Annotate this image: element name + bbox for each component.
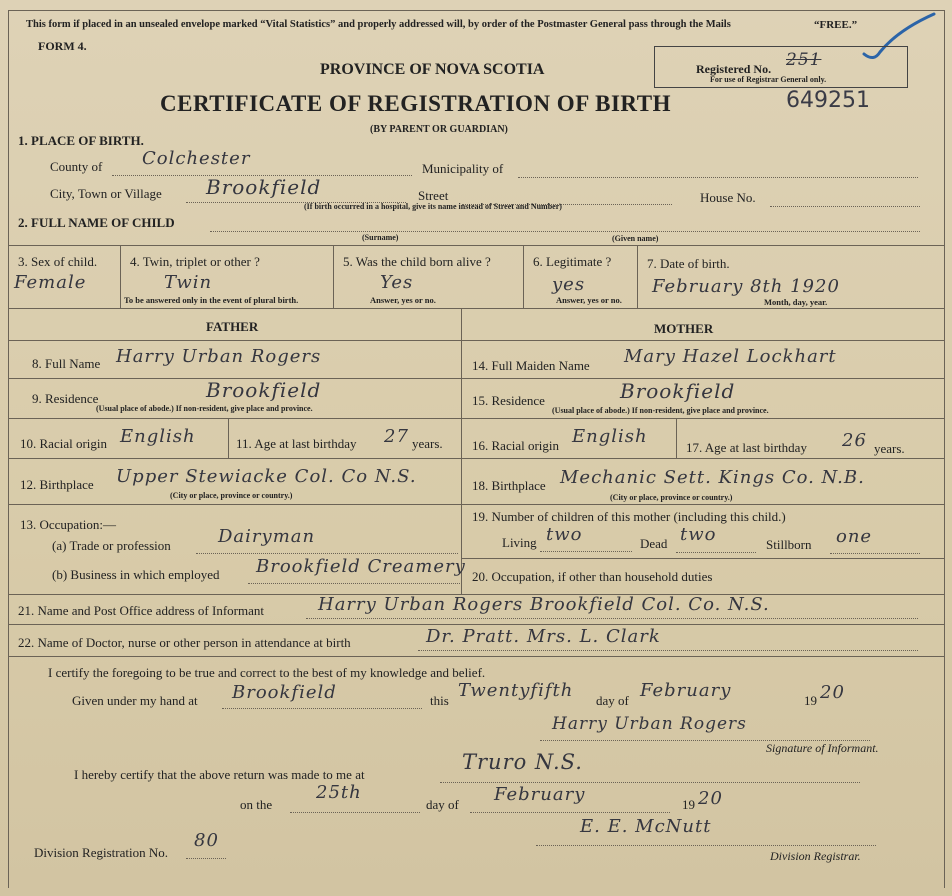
child-name-line [210,231,920,232]
return-statement: I hereby certify that the above return was made to me at [74,767,365,782]
father-birthplace-label: 12. Birthplace [20,477,94,492]
given-name-note: (Given name) [612,234,659,243]
signature-label: Signature of Informant. [766,741,879,755]
rule-child-top [8,245,944,246]
certificate-subtitle: (BY PARENT OR GUARDIAN) [370,124,508,135]
municipality-line [518,177,918,178]
mother-race-label: 16. Racial origin [472,438,560,453]
rule-father-res [8,418,461,419]
postal-notice-free: “FREE.” [814,19,858,31]
mother-name-label: 14. Full Maiden Name [472,358,590,373]
surname-note: (Surname) [362,233,399,242]
division-value: 80 [194,830,219,851]
div-3 [523,245,524,308]
dead-value: two [680,524,717,545]
return-day-of-label: day of [426,797,459,812]
border-right [944,10,945,888]
father-age-value: 27 [384,426,409,447]
father-age-unit: years. [412,436,443,451]
stillborn-line [830,553,920,554]
county-value: Colchester [142,148,251,169]
division-line [186,858,226,859]
day-value: Twentyfifth [458,680,574,701]
legitimate-label: 6. Legitimate ? [533,254,612,269]
on-label: on the [240,797,273,812]
alive-label: 5. Was the child born alive ? [343,254,491,269]
year-value: 20 [820,682,845,703]
border-left [8,10,9,888]
this-label: this [430,693,449,708]
certify-statement: I certify the foregoing to be true and correct to the best of my knowledge and belief. [48,665,486,680]
mother-race-value: English [572,426,648,447]
alive-value: Yes [380,272,414,293]
stillborn-label: Stillborn [766,537,812,552]
doctor-value: Dr. Pratt. Mrs. L. Clark [426,626,661,647]
children-label: 19. Number of children of this mother (including this child.) [472,509,786,524]
return-year-prefix: 19 [682,797,695,812]
year-prefix: 19 [804,693,817,708]
municipality-label: Municipality of [422,161,504,176]
postal-notice: This form if placed in an unsealed envelope marked “Vital Statistics” and properly addressed will, by order of the Postmaster General pass through the Mails [26,19,731,30]
div-2 [333,245,334,308]
mother-age-label: 17. Age at last birthday [686,440,807,455]
father-residence-note: (Usual place of abode.) If non-resident, give place and province. [96,404,313,413]
alive-note: Answer, yes or no. [370,295,436,305]
twin-label: 4. Twin, triplet or other ? [130,254,260,269]
informant-value: Harry Urban Rogers Brookfield Col. Co. N.S. [318,594,770,615]
mother-birthplace-value: Mechanic Sett. Kings Co. N.B. [560,467,865,488]
father-heading: FATHER [206,319,259,334]
child-name-label: 2. FULL NAME OF CHILD [18,215,175,230]
dead-label: Dead [640,536,668,551]
father-residence-value: Brookfield [206,378,322,402]
mother-residence-label: 15. Residence [472,393,545,408]
registered-label: Registered No. [696,62,772,76]
return-place: Truro N.S. [462,750,583,774]
return-year: 20 [698,788,723,809]
informant-line [306,618,918,619]
street-note: (If birth occurred in a hospital, give its name instead of Street and Number) [304,202,562,211]
date-value: February 8th 1920 [652,276,840,297]
business-value: Brookfield Creamery [256,556,466,577]
rule-doctor-top [8,624,944,625]
father-name-label: 8. Full Name [32,356,101,371]
mother-name-value: Mary Hazel Lockhart [624,346,837,367]
registered-number: 251 [786,50,822,70]
place-of-birth-label: 1. PLACE OF BIRTH. [18,133,144,148]
rule-mother-head [461,340,944,341]
house-line [770,206,920,207]
twin-value: Twin [164,272,213,293]
living-label: Living [502,535,537,550]
on-value: 25th [316,782,362,803]
mother-residence-value: Brookfield [620,379,736,403]
mother-occupation-label: 20. Occupation, if other than household duties [472,569,713,584]
mother-age-value: 26 [842,430,867,451]
city-label: City, Town or Village [50,186,162,201]
rule-mother-bp [461,504,944,505]
form-number: FORM 4. [38,39,87,53]
day-of-label: day of [596,693,629,708]
rule-father-bp [8,504,461,505]
twin-note: To be answered only in the event of plural birth. [124,295,299,305]
house-label: House No. [700,190,756,205]
rule-certify-top [8,656,944,657]
registrar-line [536,845,876,846]
rule-father-race [8,458,461,459]
city-value: Brookfield [206,175,322,199]
business-label: (b) Business in which employed [52,567,220,582]
mother-age-unit: years. [874,441,905,456]
rule-mother-res [461,418,944,419]
border-top [8,10,944,11]
father-name-value: Harry Urban Rogers [116,346,322,367]
div-1 [120,245,121,308]
father-race-value: English [120,426,196,447]
rule-father-head [8,340,461,341]
street-label: Street [418,188,449,203]
certificate-title: CERTIFICATE OF REGISTRATION OF BIRTH [160,91,671,116]
parents-divider [461,308,462,594]
registrar-label: Division Registrar. [770,849,861,863]
stamp-number: 649251 [786,88,870,113]
father-race-label: 10. Racial origin [20,436,108,451]
doctor-label: 22. Name of Doctor, nurse or other person in attendance at birth [18,635,351,650]
given-place: Brookfield [232,682,337,703]
living-line [540,551,632,552]
doctor-line [418,650,918,651]
informant-signature: Harry Urban Rogers [552,714,747,734]
sex-value: Female [14,272,87,293]
rule-parents-top [8,308,944,309]
given-label: Given under my hand at [72,693,198,708]
sex-label: 3. Sex of child. [18,254,98,269]
father-age-label: 11. Age at last birthday [236,436,357,451]
date-note: Month, day, year. [764,297,828,307]
informant-label: 21. Name and Post Office address of Informant [18,603,264,618]
on-line [290,812,420,813]
stillborn-value: one [836,526,873,547]
month-value: February [640,680,732,701]
mother-race-div [676,418,677,458]
father-race-div [228,418,229,458]
business-line [248,583,460,584]
father-birthplace-note: (City or place, province or country.) [170,491,293,500]
mother-residence-note: (Usual place of abode.) If non-resident, give place and province. [552,406,769,415]
mother-heading: MOTHER [654,321,714,336]
given-place-line [222,708,422,709]
mother-birthplace-label: 18. Birthplace [472,478,546,493]
occupation-label: 13. Occupation:— [20,517,117,532]
legitimate-value: yes [552,274,586,295]
registrar-use-note: For use of Registrar General only. [710,75,827,84]
dead-line [676,552,756,553]
trade-value: Dairyman [218,526,316,547]
trade-line [196,553,458,554]
division-label: Division Registration No. [34,845,168,860]
return-place-line [440,782,860,783]
date-label: 7. Date of birth. [647,256,730,271]
div-4 [637,245,638,308]
return-month-line [470,812,670,813]
registrar-signature: E. E. McNutt [580,816,712,837]
county-label: County of [50,159,103,174]
father-residence-label: 9. Residence [32,391,99,406]
return-month: February [494,784,586,805]
father-birthplace-value: Upper Stewiacke Col. Co N.S. [116,466,417,487]
living-value: two [546,524,583,545]
rule-mother-children [461,558,944,559]
trade-label: (a) Trade or profession [52,538,171,553]
rule-mother-race [461,458,944,459]
mother-birthplace-note: (City or place, province or country.) [610,493,733,502]
province-heading: PROVINCE OF NOVA SCOTIA [320,61,545,78]
legitimate-note: Answer, yes or no. [556,295,622,305]
